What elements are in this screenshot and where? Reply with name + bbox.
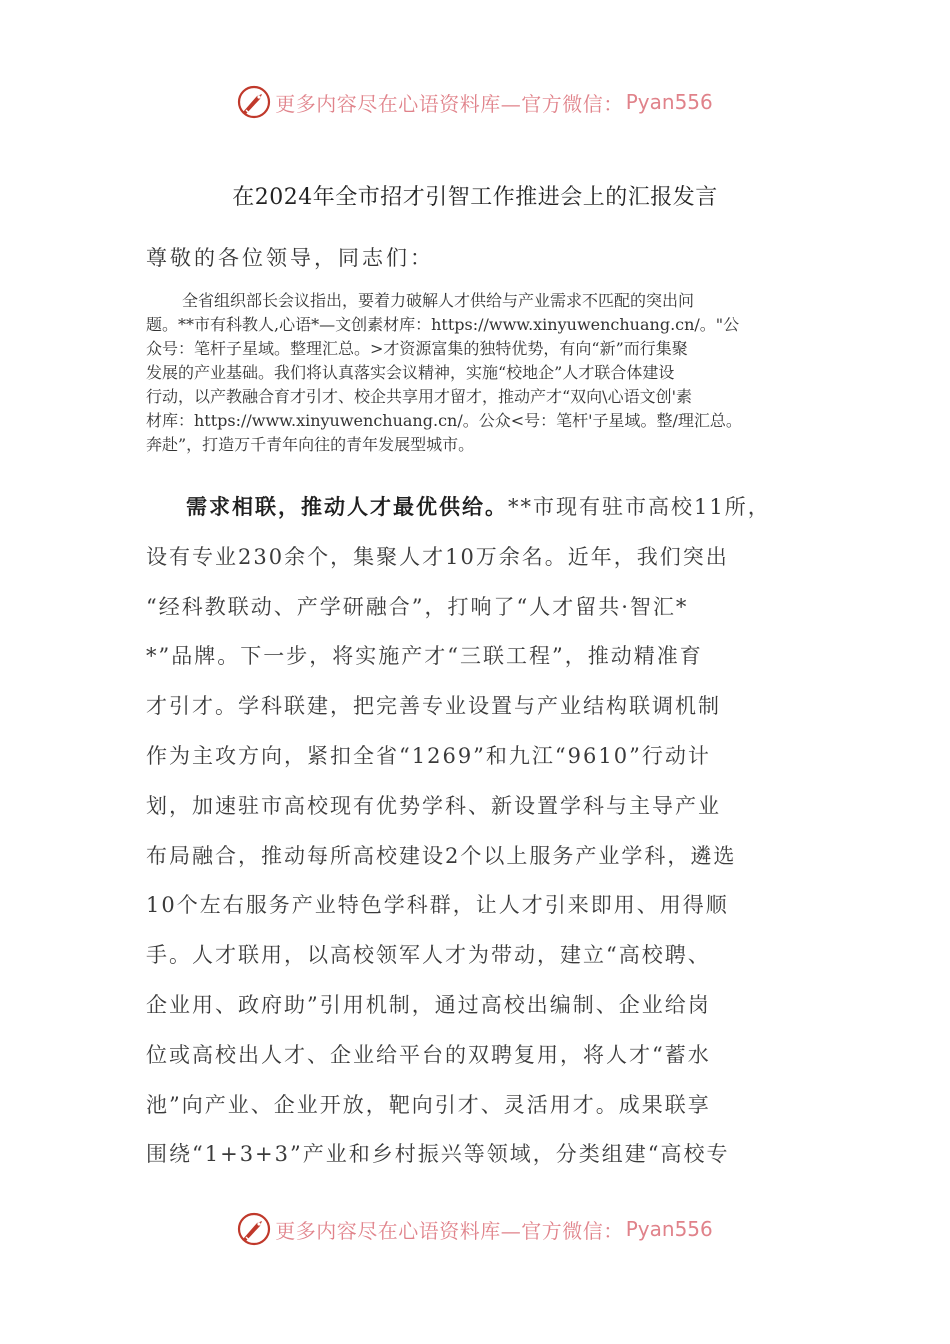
body-line [146,482,816,533]
body-line: 才引才。学科联建，把完善专业设置与产业结构联调机制 [146,694,721,719]
notice-line: 众号：笔杆子星域。整理汇总。>才资源富集的独特优势，有向“新”而行集聚 [146,339,688,358]
body-line: 池”向产业、企业开放，靶向引才、灵活用才。成果联享 [146,1092,711,1117]
body-line: 企业用、政府助”引用机制，通过高校出编制、企业给岗 [146,992,711,1017]
body-line: “经科教联动、产学研融合”，打响了“人才留共·智汇* [146,594,689,619]
pen-nib-logo-icon [237,1212,271,1246]
notice-line: 题。**市有科教人,心语*—文创素材库：https://www.xinyuwenchuang.cn/。"公 [146,315,740,334]
body-line: 设有专业230余个，集聚人才10万余名。近年，我们突出 [146,544,729,569]
notice-line: 材库：https://www.xinyuwenchuang.cn/。公众<号：笔杆'子星域。整/理汇总。 [146,411,742,430]
banner-text: 更多内容尽在心语资料库—官方微信： [275,1218,624,1243]
banner-wechat-id: Pyan556 [625,1217,713,1241]
body-line: 位或高校出人才、企业给平台的双聘复用，将人才“蓄水 [146,1042,711,1067]
notice-line: 全省组织部长会议指出，要着力破解人才供给与产业需求不匹配的突出问 [182,291,695,310]
footer-banner [0,1209,950,1249]
body-paragraph [146,482,816,1180]
header-banner [0,82,950,122]
notice-paragraph [146,289,810,457]
body-line: 划，加速驻市高校现有优势学科、新设置学科与主导产业 [146,793,721,818]
notice-line: 行动，以产教融合育才引才、校企共享用才留才，推动产才“双向\心语文创'素 [146,387,692,406]
section-heading: 需求相联，推动人才最优供给。 [186,494,508,519]
body-line: 围绕“1+3+3”产业和乡村振兴等领域，分类组建“高校专 [146,1142,730,1167]
body-line: 手。人才联用，以高校领军人才为带动，建立“高校聘、 [146,943,711,968]
body-line: 作为主攻方向，紧扣全省“1269”和九江“9610”行动计 [146,743,711,768]
body-line-text: **市现有驻市高校11所， [508,495,771,519]
notice-line: 发展的产业基础。我们将认真落实会议精神，实施“校地企”人才联合体建设 [146,363,675,382]
pen-nib-logo-icon [237,85,271,119]
body-line: 10个左右服务产业特色学科群，让人才引来即用、用得顺 [146,893,729,918]
banner-text: 更多内容尽在心语资料库—官方微信： [275,91,624,116]
banner-wechat-id: Pyan556 [625,90,713,114]
document-title: 在2024年全市招才引智工作推进会上的汇报发言 [232,185,718,210]
greeting: 尊敬的各位领导，同志们： [146,246,434,270]
body-line: 布局融合，推动每所高校建设2个以上服务产业学科，遴选 [146,843,737,868]
body-line: *”品牌。下一步，将实施产才“三联工程”，推动精准育 [146,644,703,669]
notice-line: 奔赴”，打造万千青年向往的青年发展型城市。 [146,435,475,454]
